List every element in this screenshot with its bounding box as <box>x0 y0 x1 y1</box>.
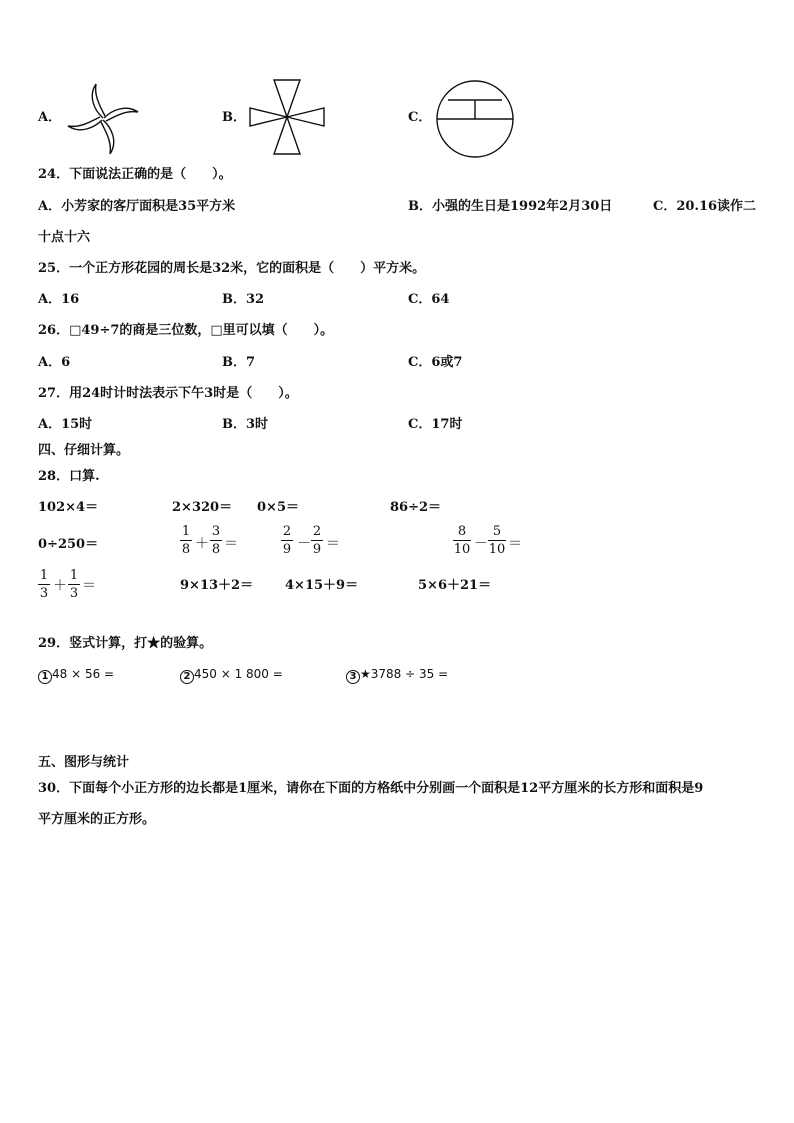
operator: ＋ <box>53 578 67 594</box>
pinwheel-figure <box>64 80 142 158</box>
question-24-option-a: A．小芳家的客厅面积是35平方米 <box>38 199 236 214</box>
vertical-calc-3: 3 ★3788 ÷ 35 = <box>346 667 448 684</box>
operator: ＋ <box>195 536 209 552</box>
fraction: 8 10 <box>453 524 471 557</box>
question-25-option-c: C．64 <box>408 292 450 307</box>
question-24-option-b: B．小强的生日是1992年2月30日 <box>408 199 613 214</box>
section-4-heading: 四、仔细计算。 <box>38 443 130 458</box>
question-26-option-c: C．6或7 <box>408 355 463 370</box>
fraction: 1 3 <box>69 568 79 601</box>
equals-sign: ＝ <box>82 578 96 594</box>
question-27-option-c: C．17时 <box>408 417 463 432</box>
calc-item: 0×5＝ <box>257 500 299 515</box>
question-28-stem: 28．口算. <box>38 469 100 484</box>
option-c-label: C． <box>408 110 432 125</box>
question-27-option-a: A．15时 <box>38 417 93 432</box>
question-24-option-c: C．20.16读作二 <box>653 199 757 214</box>
option-b-label: B． <box>222 110 246 125</box>
calc-item: 86÷2＝ <box>390 500 442 515</box>
question-24-stem: 24．下面说法正确的是（ ）。 <box>38 167 232 182</box>
operator: － <box>474 536 488 552</box>
circle-symbol-figure <box>434 78 516 160</box>
calc-item: 0÷250＝ <box>38 537 99 552</box>
fraction: 2 9 <box>312 524 322 557</box>
calc-item: 4×15＋9＝ <box>285 578 359 593</box>
calc-item: 5×6＋21＝ <box>418 578 492 593</box>
question-25-option-b: B．32 <box>222 292 265 307</box>
fraction: 1 3 <box>39 568 49 601</box>
question-27-stem: 27．用24时计时法表示下午3时是（ ）。 <box>38 386 298 401</box>
calc-item: 2×320＝ <box>172 500 233 515</box>
question-24-option-c-continued: 十点十六 <box>38 230 91 245</box>
vertical-calc-1: 1 48 × 56 = <box>38 667 114 684</box>
vertical-calc-2: 2 450 × 1 800 = <box>180 667 283 684</box>
equals-sign: ＝ <box>326 536 340 552</box>
question-25-option-a: A．16 <box>38 292 80 307</box>
bowtie-cross-figure <box>248 78 326 156</box>
question-26-option-a: A．6 <box>38 355 71 370</box>
calc-item: 102×4＝ <box>38 500 99 515</box>
question-30-line-2: 平方厘米的正方形。 <box>38 812 156 827</box>
question-30-line-1: 30．下面每个小正方形的边长都是1厘米，请你在下面的方格纸中分别画一个面积是12平方厘米的长方形和面积是9 <box>38 781 704 796</box>
question-25-stem: 25．一个正方形花园的周长是32米，它的面积是（ ）平方米。 <box>38 261 426 276</box>
equals-sign: ＝ <box>508 536 522 552</box>
fraction: 2 9 <box>282 524 292 557</box>
option-a-label: A． <box>38 110 62 125</box>
fraction: 3 8 <box>211 524 221 557</box>
section-5-heading: 五、图形与统计 <box>38 755 130 770</box>
star-icon: ★ <box>360 667 371 681</box>
question-26-stem: 26．□49÷7的商是三位数，□里可以填（ ）。 <box>38 323 334 338</box>
question-27-option-b: B．3时 <box>222 417 269 432</box>
equals-sign: ＝ <box>224 536 238 552</box>
circled-number-2: 2 <box>180 670 194 684</box>
question-26-option-b: B．7 <box>222 355 256 370</box>
circled-number-1: 1 <box>38 670 52 684</box>
fraction: 5 10 <box>488 524 506 557</box>
calc-item: 9×13＋2＝ <box>180 578 254 593</box>
operator: － <box>297 536 311 552</box>
circled-number-3: 3 <box>346 670 360 684</box>
question-29-stem: 29．竖式计算，打★的验算。 <box>38 636 213 651</box>
fraction: 1 8 <box>181 524 191 557</box>
